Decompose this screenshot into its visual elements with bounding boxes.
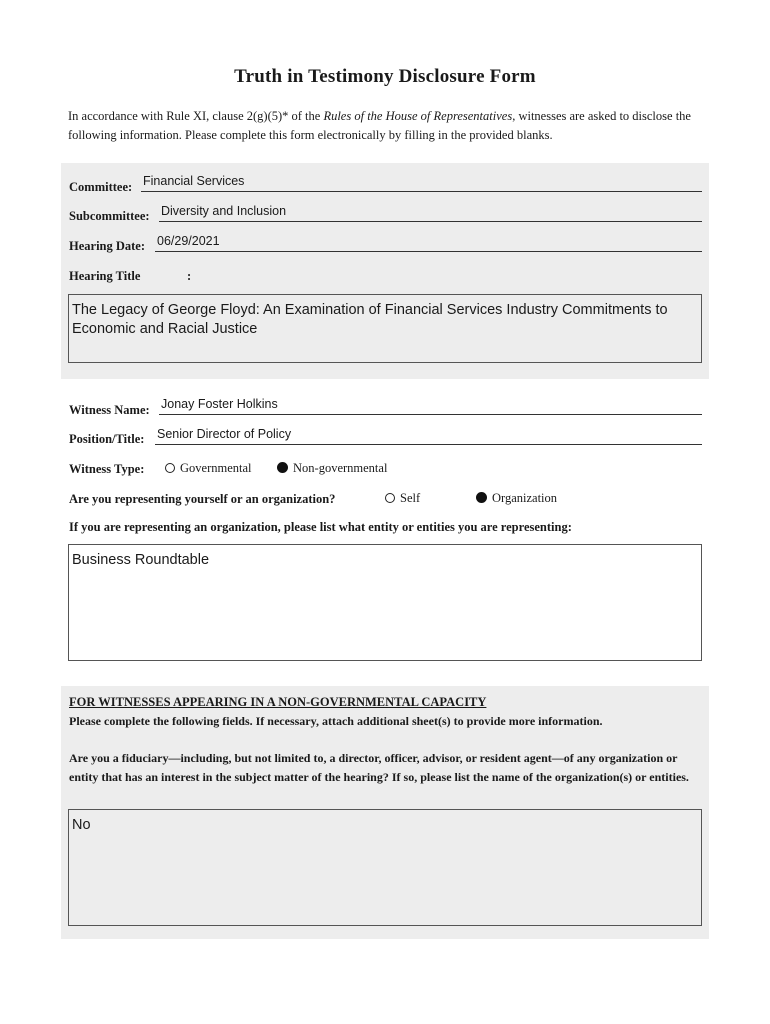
radio-unselected-icon[interactable] xyxy=(385,493,395,503)
witness-type-governmental-label: Governmental xyxy=(180,461,252,475)
radio-unselected-icon[interactable] xyxy=(165,463,175,473)
intro-post: , witnesses are asked to disclose the following information. Please complete this form electronically by filling in the provided blanks. xyxy=(68,109,691,142)
radio-selected-icon[interactable] xyxy=(277,462,288,473)
witness-name-field[interactable]: Jonay Foster Holkins xyxy=(159,397,702,415)
nongov-instructions: Please complete the following fields. If necessary, attach additional sheet(s) to provide more information. xyxy=(69,714,603,728)
radio-selected-icon[interactable] xyxy=(476,492,487,503)
committee-label: Committee: xyxy=(69,180,133,194)
hearing-title-label: Hearing Title xyxy=(69,269,141,283)
subcommittee-label: Subcommittee: xyxy=(69,209,150,223)
representing-self-option[interactable] xyxy=(385,491,420,506)
representing-label: Are you representing yourself or an organization? xyxy=(69,492,336,506)
intro-italic: Rules of the House of Representatives xyxy=(323,109,513,123)
witness-name-label: Witness Name: xyxy=(69,403,150,417)
nongov-heading: FOR WITNESSES APPEARING IN A NON-GOVERNMENTAL CAPACITY xyxy=(69,695,487,709)
committee-field[interactable]: Financial Services xyxy=(141,174,702,192)
hearing-date-label: Hearing Date: xyxy=(69,239,146,253)
representing-self-label: Self xyxy=(400,491,421,505)
witness-type-label: Witness Type: xyxy=(69,462,145,476)
hearing-title-field[interactable]: The Legacy of George Floyd: An Examination of Financial Services Industry Commitments to Economic and Racial Justice xyxy=(68,294,702,363)
entity-field[interactable]: Business Roundtable xyxy=(68,544,702,661)
fiduciary-question: Are you a fiduciary—including, but not limited to, a director, officer, advisor, or resident agent—of any organization or entity that has an interest in the subject matter of the hearing? If so, please list the name of the organization(s) or entities. xyxy=(69,751,689,784)
position-title-field[interactable]: Senior Director of Policy xyxy=(155,427,702,445)
hearing-date-field[interactable]: 06/29/2021 xyxy=(155,234,702,252)
form-title: Truth in Testimony Disclosure Form xyxy=(234,66,536,87)
witness-type-governmental-option[interactable] xyxy=(165,461,252,476)
intro-text xyxy=(68,107,708,145)
witness-type-nongovernmental-option[interactable] xyxy=(277,461,387,476)
representing-organization-option[interactable] xyxy=(476,491,557,506)
subcommittee-field[interactable]: Diversity and Inclusion xyxy=(159,204,702,222)
intro-pre: In accordance with Rule XI, clause 2(g)(5)* of the xyxy=(68,109,324,123)
entity-label: If you are representing an organization, please list what entity or entities you are representing: xyxy=(69,520,572,534)
hearing-title-colon: : xyxy=(187,269,192,283)
position-title-label: Position/Title: xyxy=(69,432,145,446)
fiduciary-answer-field[interactable]: No xyxy=(68,809,702,926)
witness-type-nongovernmental-label: Non-governmental xyxy=(293,461,388,475)
representing-organization-label: Organization xyxy=(492,491,558,505)
